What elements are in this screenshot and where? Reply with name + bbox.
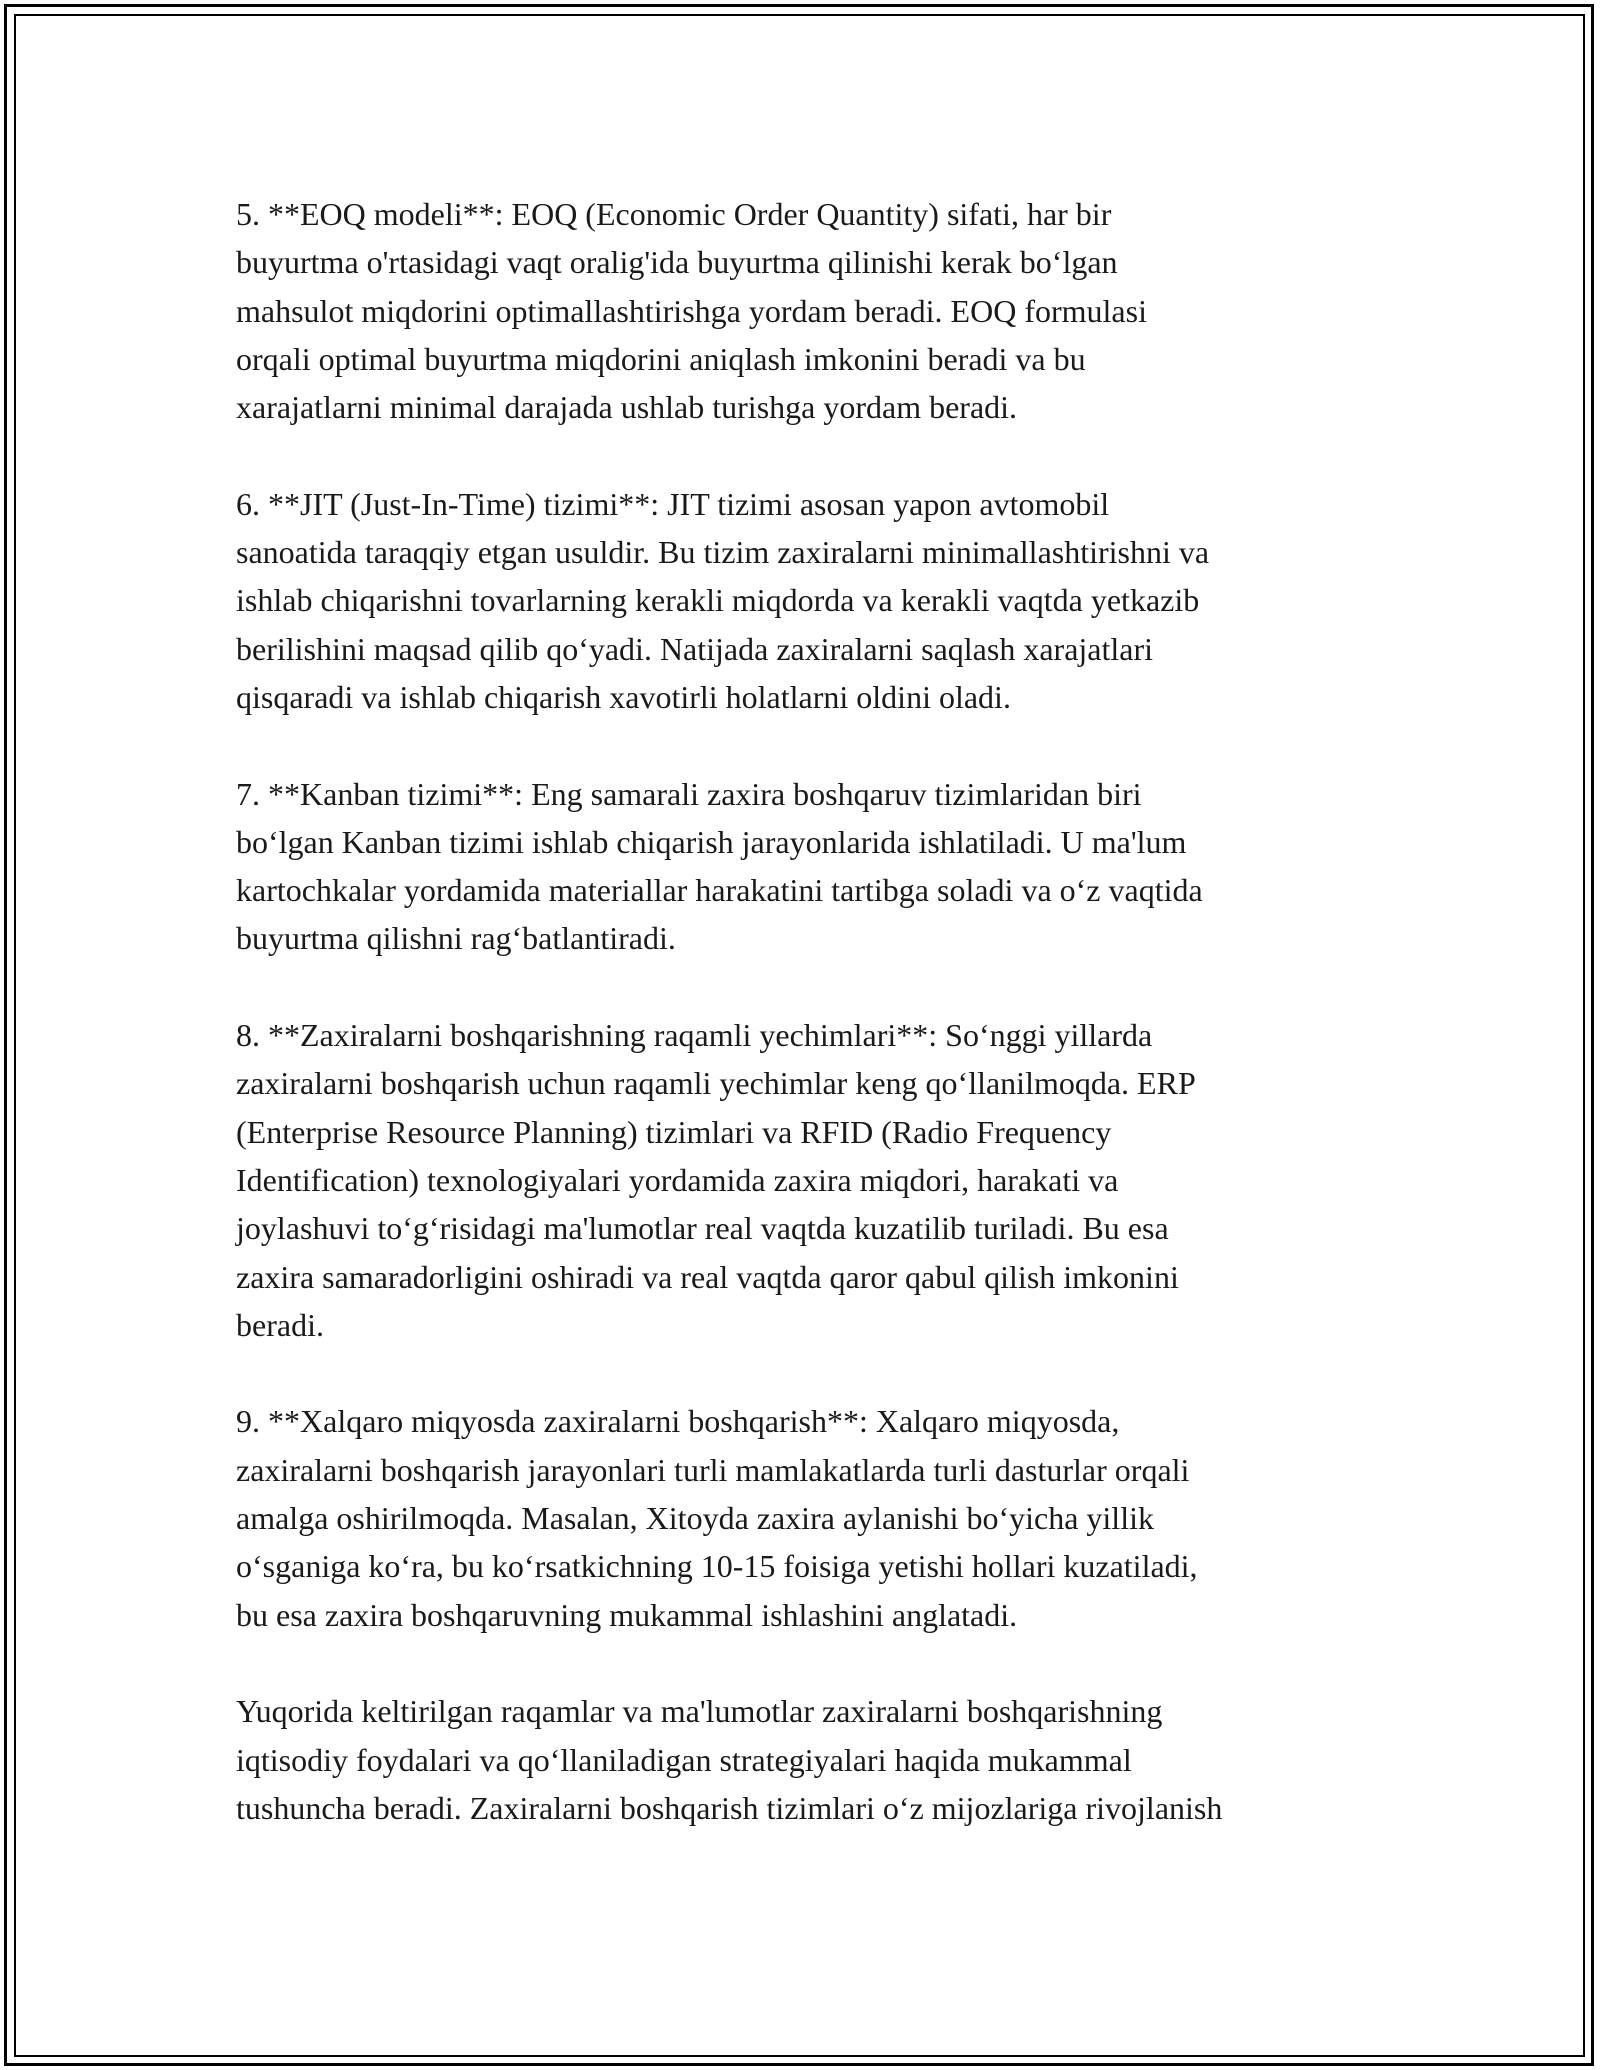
- text-line: zaxira samaradorligini oshiradi va real vaqtda qaror qabul qilish imkonini: [236, 1258, 1179, 1295]
- text-line: 5. **EOQ modeli**: EOQ (Economic Order Quantity) sifati, har bir: [236, 196, 1112, 232]
- text-line: berilishini maqsad qilib qo‘yadi. Natijada zaxiralarni saqlash xarajatlari: [236, 630, 1154, 667]
- paragraph-digital-solutions: [236, 1011, 1396, 1349]
- paragraph-eoq-model: [236, 190, 1396, 431]
- text-line: (Enterprise Resource Planning) tizimlari va RFID (Radio Frequency: [236, 1113, 1112, 1150]
- text-line: 7. **Kanban tizimi**: Eng samarali zaxira boshqaruv tizimlaridan biri: [236, 775, 1142, 812]
- text-line: kartochkalar yordamida materiallar harakatini tartibga soladi va o‘z vaqtida: [236, 872, 1203, 909]
- text-line: mahsulot miqdorini optimallashtirishga yordam beradi. EOQ formulasi: [236, 292, 1147, 329]
- text-line: zaxiralarni boshqarish jarayonlari turli mamlakatlarda turli dasturlar orqali: [236, 1451, 1190, 1488]
- document-body: [236, 190, 1396, 1880]
- text-line: Identification) texnologiyalari yordamida zaxira miqdori, harakati va: [236, 1161, 1119, 1198]
- paragraph-kanban-system: [236, 770, 1396, 963]
- paragraph-jit-system: [236, 480, 1396, 721]
- text-line: o‘sganiga ko‘ra, bu ko‘rsatkichning 10-15 foisiga yetishi hollari kuzatiladi,: [236, 1548, 1198, 1585]
- text-line: qisqaradi va ishlab chiqarish xavotirli holatlarni oldini oladi.: [236, 678, 1011, 715]
- text-line: buyurtma qilishni rag‘batlantiradi.: [236, 920, 676, 957]
- text-line: Yuqorida keltirilgan raqamlar va ma'lumotlar zaxiralarni boshqarishning: [236, 1693, 1163, 1730]
- text-line: 6. **JIT (Just-In-Time) tizimi**: JIT tizimi asosan yapon avtomobil: [236, 485, 1110, 522]
- text-line: xarajatlarni minimal darajada ushlab turishga yordam beradi.: [236, 389, 1018, 426]
- text-line: bu esa zaxira boshqaruvning mukammal ishlashini anglatadi.: [236, 1596, 1018, 1633]
- text-line: zaxiralarni boshqarish uchun raqamli yechimlar keng qo‘llanilmoqda. ERP: [236, 1065, 1196, 1102]
- paragraph-international: [236, 1397, 1396, 1638]
- text-line: bo‘lgan Kanban tizimi ishlab chiqarish jarayonlarida ishlatiladi. U ma'lum: [236, 823, 1187, 860]
- text-line: iqtisodiy foydalari va qo‘llaniladigan strategiyalari haqida mukammal: [236, 1741, 1132, 1778]
- text-line: 9. **Xalqaro miqyosda zaxiralarni boshqarish**: Xalqaro miqyosda,: [236, 1403, 1120, 1440]
- text-line: joylashuvi to‘g‘risidagi ma'lumotlar real vaqtda kuzatilib turiladi. Bu esa: [236, 1210, 1169, 1247]
- text-line: amalga oshirilmoqda. Masalan, Xitoyda zaxira aylanishi bo‘yicha yillik: [236, 1500, 1154, 1537]
- text-line: buyurtma o'rtasidagi vaqt oralig'ida buyurtma qilinishi kerak bo‘lgan: [236, 244, 1118, 281]
- text-line: sanoatida taraqqiy etgan usuldir. Bu tizim zaxiralarni minimallashtirishni va: [236, 534, 1210, 571]
- text-line: tushuncha beradi. Zaxiralarni boshqarish tizimlari o‘z mijozlariga rivojlanish: [236, 1789, 1223, 1826]
- text-line: beradi.: [236, 1306, 324, 1343]
- text-line: orqali optimal buyurtma miqdorini aniqlash imkonini beradi va bu: [236, 340, 1086, 377]
- text-line: 8. **Zaxiralarni boshqarishning raqamli yechimlari**: So‘nggi yillarda: [236, 1017, 1153, 1054]
- paragraph-conclusion: [236, 1687, 1396, 1832]
- text-line: ishlab chiqarishni tovarlarning kerakli miqdorda va kerakli vaqtda yetkazib: [236, 582, 1200, 619]
